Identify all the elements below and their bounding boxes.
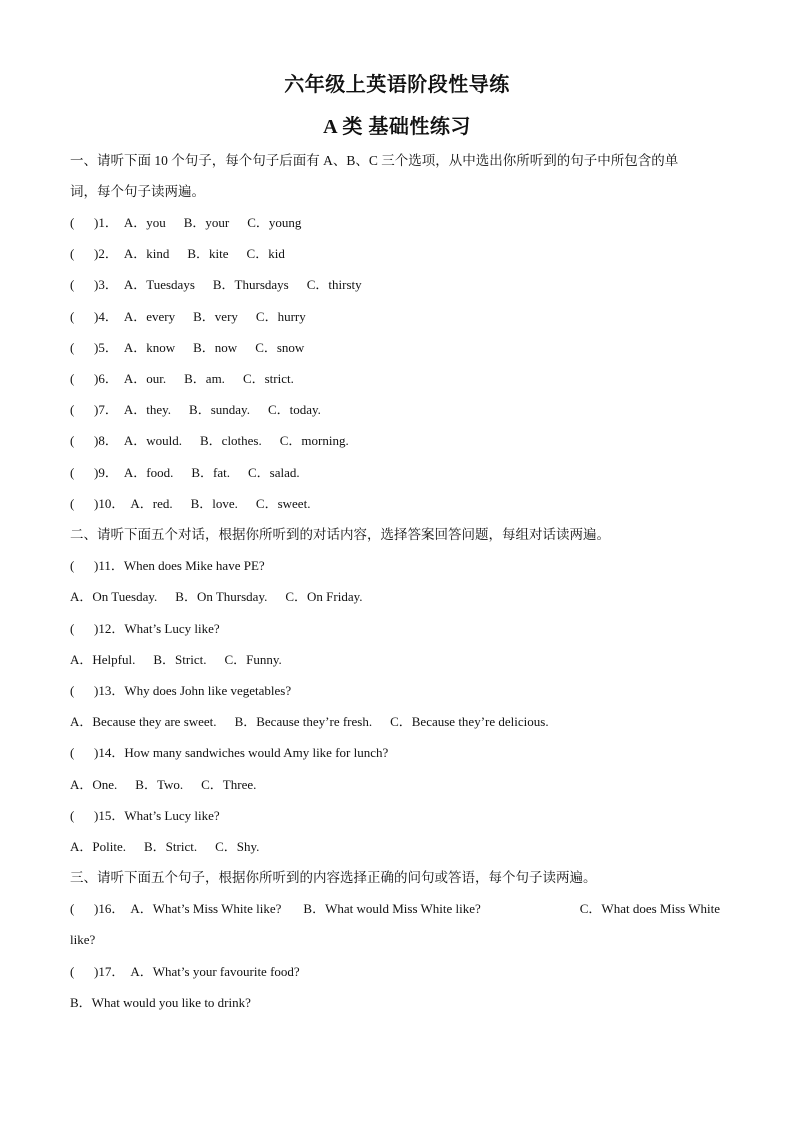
section1-instruction-line2: 词，每个句子读两遍。 [70,184,205,199]
question-item: ( )6． A．our. B．am. C．strict. [70,371,294,386]
answer-option: B．What would you like to drink? [70,995,251,1010]
question-item: ( )4． A．every B．very C．hurry [70,309,306,324]
answer-options: A．On Tuesday. B．On Thursday. C．On Friday. [70,589,363,604]
answer-options: A．Helpful. B．Strict. C．Funny. [70,652,282,667]
question-stem: ( )15．What’s Lucy like? [70,808,220,823]
question-item: ( )9． A．food. B．fat. C．salad. [70,465,300,480]
question-item: ( )3． A．Tuesdays B．Thursdays C．thirsty [70,277,362,292]
section2-instruction: 二、请听下面五个对话，根据你所听到的对话内容，选择答案回答问题，每组对话读两遍。 [70,527,610,542]
question-item: ( )10． A．red. B．love. C．sweet. [70,496,311,511]
question-item: ( )8． A．would. B．clothes. C．morning. [70,433,349,448]
question-stem: ( )14．How many sandwiches would Amy like for lunch? [70,745,389,760]
page-title: 六年级上英语阶段性导练 [284,74,510,96]
question-item: ( )1． A．you B．your C．young [70,215,302,230]
question-item: ( )2． A．kind B．kite C．kid [70,246,285,261]
question-stem: ( )11．When does Mike have PE? [70,558,265,573]
question-item: ( )17． A．What’s your favourite food? [70,964,300,979]
section1-instruction-line1: 一、请听下面 10 个句子，每个句子后面有 A、B、C 三个选项，从中选出你所听到的句子中所包含的单 [70,153,679,168]
question-stem: ( )13．Why does John like vegetables? [70,683,292,698]
page-subtitle: A 类 基础性练习 [323,116,471,138]
question-item: ( )5． A．know B．now C．snow [70,340,305,355]
section3-instruction: 三、请听下面五个句子，根据你所听到的内容选择正确的问句或答语，每个句子读两遍。 [70,870,597,885]
question-item: ( )7． A．they. B．sunday. C．today. [70,402,321,417]
question-continuation: like? [70,932,96,947]
answer-options: A．Because they are sweet. B．Because they’re fresh. C．Because they’re delicious. [70,714,549,729]
answer-options: A．Polite. B．Strict. C．Shy. [70,839,260,854]
answer-options: A．One. B．Two. C．Three. [70,777,257,792]
question-stem: ( )12．What’s Lucy like? [70,621,220,636]
question-item: ( )16． A．What’s Miss White like? B．What would Miss White like? C．What does Miss White [70,901,720,916]
